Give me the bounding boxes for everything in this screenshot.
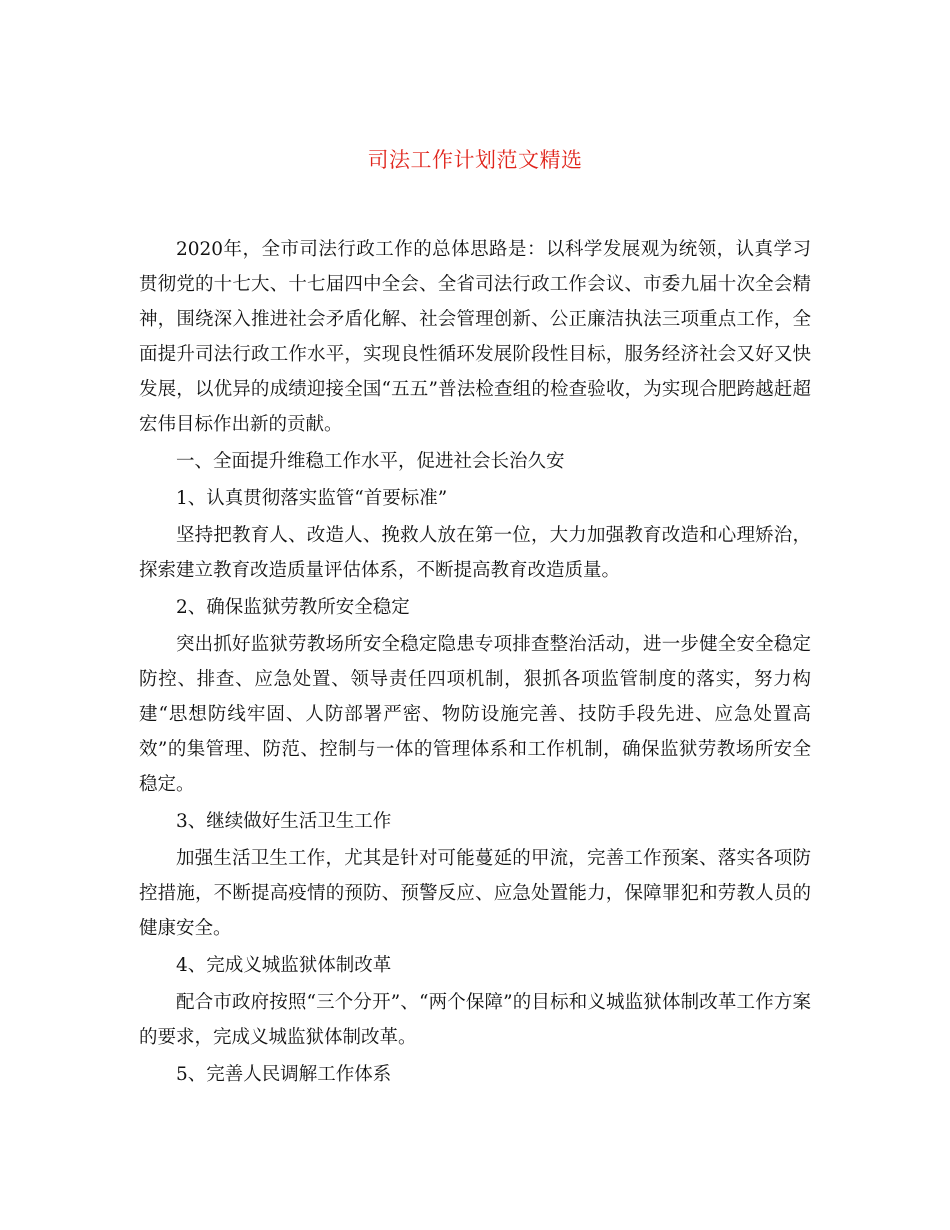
subheading-2: 2、确保监狱劳教所安全稳定 [176, 597, 410, 618]
subheading-3: 3、继续做好生活卫生工作 [176, 811, 392, 832]
paragraph-2: 突出抓好监狱劳教场所安全稳定隐患专项排查整治活动，进一步健全安全稳定防控、排查、应急处置、领导责任四项机制，狠抓各项监管制度的落实，努力构建“思想防线牢固、人防部署严密、物防设施完善、技防手段先进、应急处置高效”的集管理、防范、控制与一体的管理体系和工作机制，确保监狱劳教场所安全稳定。 [139, 634, 811, 795]
paragraph-4: 配合市政府按照“三个分开”、“两个保障”的目标和义城监狱体制改革工作方案的要求，完成义城监狱体制改革。 [139, 992, 811, 1048]
paragraph-3: 加强生活卫生工作，尤其是针对可能蔓延的甲流，完善工作预案、落实各项防控措施，不断提高疫情的预防、预警反应、应急处置能力，保障罪犯和劳教人员的健康安全。 [139, 848, 811, 939]
intro-paragraph: 2020年，全市司法行政工作的总体思路是：以科学发展观为统领，认真学习贯彻党的十七大、十七届四中全会、全省司法行政工作会议、市委九届十次全会精神，围绕深入推进社会矛盾化解、社会管理创新、公正廉洁执法三项重点工作，全面提升司法行政工作水平，实现良性循环发展阶段性目标，服务经济社会又好又快发展，以优异的成绩迎接全国“五五”普法检查组的检查验收，为实现合肥跨越赶超宏伟目标作出新的贡献。 [139, 239, 811, 435]
subheading-1: 1、认真贯彻落实监管“首要标准” [176, 488, 448, 509]
subheading-4: 4、完成义城监狱体制改革 [176, 955, 392, 976]
document-title: 司法工作计划范文精选 [367, 148, 583, 172]
section-heading-1: 一、全面提升维稳工作水平，促进社会长治久安 [176, 451, 565, 472]
paragraph-1: 坚持把教育人、改造人、挽救人放在第一位，大力加强教育改造和心理矫治，探索建立教育改造质量评估体系，不断提高教育改造质量。 [139, 525, 811, 581]
document-body [139, 232, 811, 1094]
subheading-5: 5、完善人民调解工作体系 [176, 1064, 392, 1085]
